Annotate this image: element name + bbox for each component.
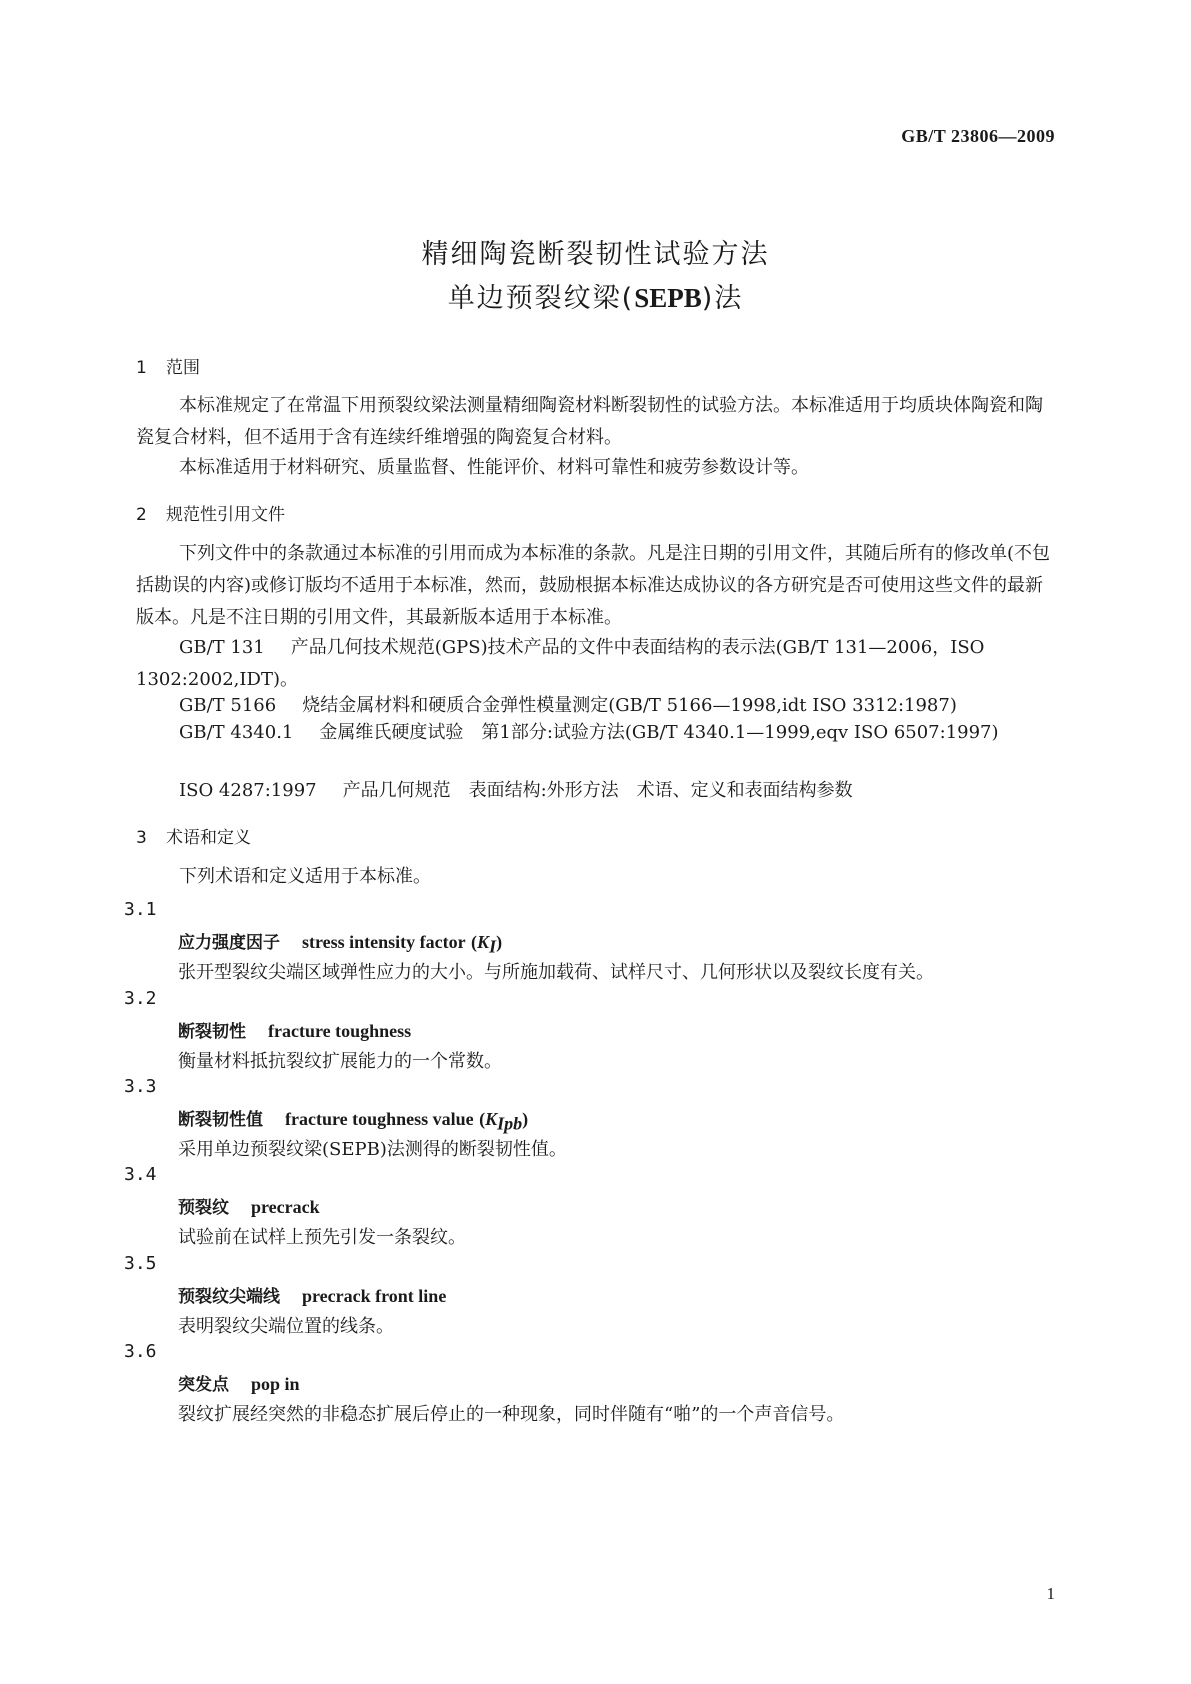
term-entry [178,1282,446,1307]
term-chinese: 断裂韧性 [178,1022,246,1042]
term-definition: 采用单边预裂纹梁(SEPB)法测得的断裂韧性值。 [178,1139,567,1160]
section-title: 术语和定义 [166,828,251,848]
term-entry [178,1193,320,1218]
reference-text: 产品几何技术规范(GPS)技术产品的文件中表面结构的表示法(GB/T 131—2006，ISO 1302:2002,IDT)。 [136,637,985,690]
reference-item [136,775,1055,807]
term-entry [178,1370,300,1395]
term-english: pop in [251,1374,300,1394]
reference-text: 产品几何规范 表面结构:外形方法 术语、定义和表面结构参数 [342,780,853,801]
section-heading-3 [136,823,251,848]
page-number: 1 [1046,1584,1055,1603]
term-symbol-subscript: I [489,936,497,957]
term-english: precrack [251,1197,320,1217]
term-symbol-subscript: Ipb [497,1113,523,1134]
clause-number: 3.2 [124,988,157,1009]
section-title: 范围 [166,358,200,378]
term-definition: 衡量材料抵抗裂纹扩展能力的一个常数。 [178,1051,502,1072]
term-chinese: 预裂纹 [178,1198,229,1218]
term-symbol: K [485,1109,498,1129]
term-chinese: 突发点 [178,1375,229,1395]
clause-number: 3.5 [124,1253,157,1274]
normative-references-paragraph: 下列文件中的条款通过本标准的引用而成为本标准的条款。凡是注日期的引用文件，其随后所有的修改单(不包括勘误的内容)或修订版均不适用于本标准，然而，鼓励根据本标准达成协议的各方研究是否可使用这些文件的最新版本。凡是不注日期的引用文件，其最新版本适用于本标准。 [136,543,1051,628]
reference-item [136,632,1055,696]
section-number: 2 [136,505,147,525]
term-definition: 试验前在试样上预先引发一条裂纹。 [178,1227,466,1248]
term-chinese: 应力强度因子 [178,933,280,953]
clause-number: 3.3 [124,1076,157,1097]
terms-intro: 下列术语和定义适用于本标准。 [179,866,431,887]
reference-code: GB/T 5166 [179,695,277,716]
term-definition: 表明裂纹尖端位置的线条。 [178,1316,394,1337]
section-number: 3 [136,828,147,848]
reference-code: GB/T 131 [179,637,265,658]
reference-code: GB/T 4340.1 [179,722,294,743]
reference-code: ISO 4287:1997 [179,780,317,801]
scope-paragraph-2: 本标准适用于材料研究、质量监督、性能评价、材料可靠性和疲劳参数设计等。 [179,457,809,478]
title-line2-suffix: )法 [701,283,744,314]
reference-item [136,717,1055,749]
term-english: precrack front line [302,1286,447,1306]
title-line2-latin: SEPB [634,283,702,313]
section-title: 规范性引用文件 [166,505,285,525]
term-chinese: 预裂纹尖端线 [178,1287,280,1307]
section-heading-1 [136,353,200,378]
term-definition: 裂纹扩展经突然的非稳态扩展后停止的一种现象，同时伴随有“啪”的一个声音信号。 [178,1404,845,1425]
clause-number: 3.4 [124,1164,157,1185]
section-number: 1 [136,358,147,378]
reference-text: 金属维氏硬度试验 第1部分:试验方法(GB/T 4340.1—1999,eqv ISO 6507:1997) [319,722,999,743]
document-title-line1: 精细陶瓷断裂韧性试验方法 [421,239,770,270]
standard-number: GB/T 23806—2009 [901,126,1055,146]
term-symbol: K [477,932,490,952]
reference-text: 烧结金属材料和硬质合金弹性模量测定(GB/T 5166—1998,idt ISO 3312:1987) [302,695,957,716]
term-chinese: 断裂韧性值 [178,1110,263,1130]
term-definition: 张开型裂纹尖端区域弹性应力的大小。与所施加载荷、试样尺寸、几何形状以及裂纹长度有关。 [178,962,934,983]
term-english: fracture toughness [268,1021,412,1041]
term-entry [178,1017,411,1042]
clause-number: 3.1 [124,899,157,920]
section-heading-2 [136,500,285,525]
term-entry: 应力强度因子 stress intensity factor $(K_I)$ [178,932,503,957]
scope-paragraph-1: 本标准规定了在常温下用预裂纹梁法测量精细陶瓷材料断裂韧性的试验方法。本标准适用于均质块体陶瓷和陶瓷复合材料，但不适用于含有连续纤维增强的陶瓷复合材料。 [136,395,1043,448]
term-english: stress intensity factor [302,932,466,952]
term-english: fracture toughness value [285,1109,474,1129]
term-entry: 断裂韧性值 fracture toughness value $(K_{Ipb})$ [178,1109,529,1134]
clause-number: 3.6 [124,1341,157,1362]
document-title-line2 [0,276,1191,315]
title-line2-prefix: 单边预裂纹梁( [447,283,635,314]
